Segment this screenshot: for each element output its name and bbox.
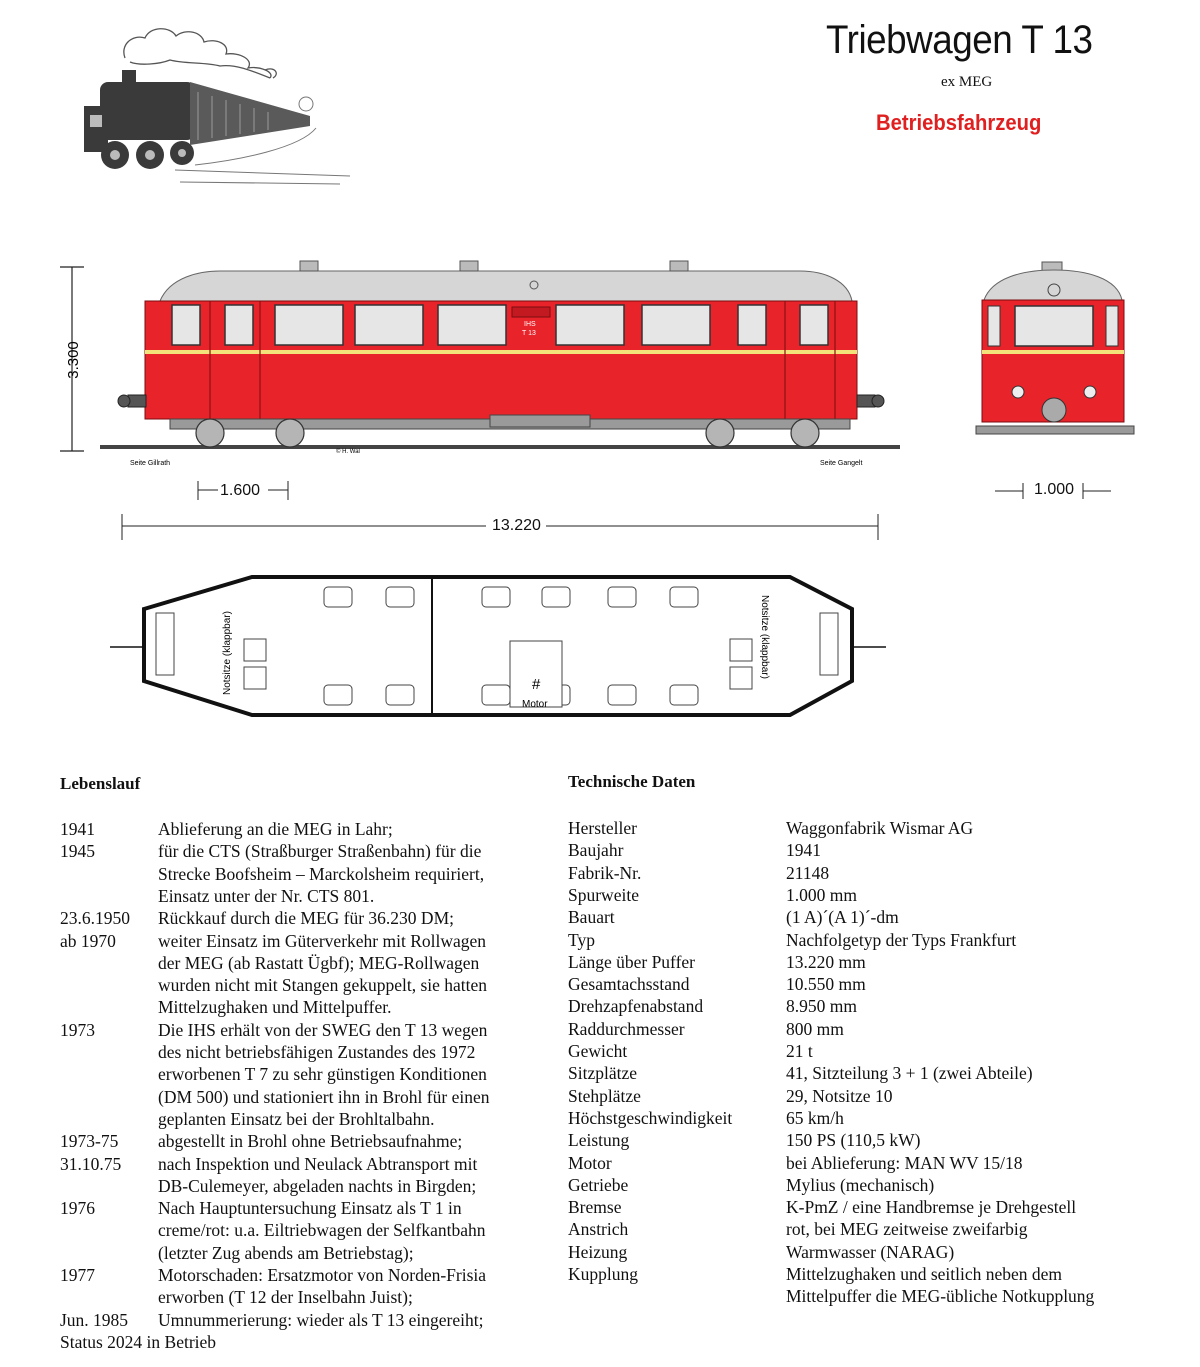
length-dimension-label: 13.220 bbox=[492, 517, 541, 534]
steam-locomotive-logo bbox=[70, 20, 360, 195]
lebenslauf-line: (letzter Zug abends am Betriebstag); bbox=[158, 1242, 414, 1263]
lebenslauf-text bbox=[158, 1130, 462, 1152]
lebenslauf-text bbox=[158, 930, 487, 1019]
tech-label: Höchstgeschwindigkeit bbox=[568, 1107, 733, 1128]
tech-value: 13.220 mm bbox=[786, 951, 866, 972]
tech-value: rot, bei MEG zeitweise zweifarbig bbox=[786, 1219, 1028, 1240]
lebenslauf-text bbox=[158, 818, 393, 840]
page-subtitle: ex MEG bbox=[941, 74, 993, 90]
tech-value: bei Ablieferung: MAN WV 15/18 bbox=[786, 1152, 1023, 1173]
tech-label: Heizung bbox=[568, 1241, 628, 1262]
motor-symbol: # bbox=[532, 676, 541, 693]
tech-value: 65 km/h bbox=[786, 1107, 844, 1128]
tech-label: Fabrik-Nr. bbox=[568, 862, 642, 883]
side-left-label: Seite Gillrath bbox=[130, 460, 171, 467]
lebenslauf-line: creme/rot: u.a. Eiltriebwagen der Selfkantbahn bbox=[158, 1220, 486, 1241]
tech-label: Getriebe bbox=[568, 1174, 629, 1195]
notsitze-left-label: Notsitze (klappbar) bbox=[222, 611, 233, 695]
tech-value: 29, Notsitze 10 bbox=[786, 1085, 893, 1106]
lebenslauf-line: nach Inspektion und Neulack Abtransport mit bbox=[158, 1153, 478, 1174]
lebenslauf-line: Strecke Boofsheim – Marckolsheim requiriert, bbox=[158, 863, 485, 884]
lebenslauf-line: für die CTS (Straßburger Straßenbahn) für die bbox=[158, 841, 482, 862]
tech-label: Bremse bbox=[568, 1197, 622, 1218]
car-label-1: IHS bbox=[524, 321, 536, 328]
lebenslauf-line: weiter Einsatz im Güterverkehr mit Rollwagen bbox=[158, 930, 487, 951]
tech-value: Warmwasser (NARAG) bbox=[786, 1241, 955, 1262]
lebenslauf-line: des nicht betriebsfähigen Zustandes des 1972 bbox=[158, 1041, 476, 1062]
lebenslauf-text bbox=[158, 1309, 483, 1331]
lebenslauf-line: erworben (T 12 der Inselbahn Juist); bbox=[158, 1287, 413, 1308]
lebenslauf-line: erworbenen T 7 zu sehr günstigen Konditionen bbox=[158, 1064, 487, 1085]
lebenslauf-year: 23.6.1950 bbox=[60, 908, 130, 929]
tech-value: 41, Sitzteilung 3 + 1 (zwei Abteile) bbox=[786, 1063, 1033, 1084]
tech-label: Motor bbox=[568, 1152, 612, 1173]
lebenslauf-line: Rückkauf durch die MEG für 36.230 DM; bbox=[158, 908, 454, 929]
car-label-2: T 13 bbox=[522, 330, 536, 337]
lebenslauf-line: Die IHS erhält von der SWEG den T 13 wegen bbox=[158, 1019, 488, 1040]
lebenslauf-line: der MEG (ab Rastatt Ügbf); MEG-Rollwagen bbox=[158, 952, 480, 973]
tech-value: Mittelzughaken und seitlich neben dem bbox=[786, 1264, 1063, 1284]
lebenslauf-line: geplanten Einsatz bei der Brohltalbahn. bbox=[158, 1108, 435, 1129]
tech-value: 21148 bbox=[786, 862, 830, 883]
tech-value: 800 mm bbox=[786, 1018, 844, 1039]
lebenslauf-year: ab 1970 bbox=[60, 930, 116, 951]
tech-label: Kupplung bbox=[568, 1264, 638, 1284]
side-view-drawing bbox=[60, 255, 900, 475]
lebenslauf-final: Status 2024 in Betrieb bbox=[60, 1331, 217, 1352]
lebenslauf-year: 1977 bbox=[60, 1265, 95, 1285]
lebenslauf-line: Umnummerierung: wieder als T 13 eingereiht; bbox=[158, 1309, 484, 1330]
tech-label: Länge über Puffer bbox=[568, 951, 695, 972]
tech-value: (1 A)´(A 1)´-dm bbox=[786, 907, 899, 928]
tech-label: Baujahr bbox=[568, 840, 624, 861]
side-right-label: Seite Gangelt bbox=[820, 460, 863, 467]
lebenslauf-line: Motorschaden: Ersatzmotor von Norden-Frisia bbox=[158, 1265, 487, 1285]
lebenslauf-line: (DM 500) und stationiert ihn in Brohl für einen bbox=[158, 1086, 490, 1107]
lebenslauf-year: 1941 bbox=[60, 819, 95, 839]
tech-value: Nachfolgetyp der Typs Frankfurt bbox=[786, 929, 1017, 950]
end-view-drawing bbox=[972, 260, 1137, 440]
lebenslauf-text bbox=[158, 1264, 486, 1309]
lebenslauf-text bbox=[158, 907, 454, 929]
tech-value: Mittelpuffer die MEG-übliche Notkupplung bbox=[786, 1286, 1095, 1307]
tech-value: 150 PS (110,5 kW) bbox=[786, 1130, 921, 1151]
tech-label: Stehplätze bbox=[568, 1085, 641, 1106]
lebenslauf-heading: Lebenslauf bbox=[60, 774, 141, 793]
tech-label: Typ bbox=[568, 929, 595, 950]
lebenslauf-year: 31.10.75 bbox=[60, 1153, 122, 1174]
floor-plan-drawing bbox=[110, 565, 890, 730]
tech-label: Leistung bbox=[568, 1130, 630, 1151]
tech-label: Spurweite bbox=[568, 884, 639, 905]
lebenslauf-year: 1945 bbox=[60, 841, 95, 862]
notsitze-right-label: Notsitze (klappbar) bbox=[759, 595, 770, 679]
tech-value: 21 t bbox=[786, 1041, 813, 1061]
copyright-label: © H. Wal bbox=[336, 449, 360, 455]
tech-label: Bauart bbox=[568, 907, 615, 928]
lebenslauf-text bbox=[158, 1019, 489, 1130]
technische-daten-heading: Technische Daten bbox=[568, 772, 696, 791]
lebenslauf-year: Jun. 1985 bbox=[60, 1309, 129, 1330]
lebenslauf-line: Nach Hauptuntersuchung Einsatz als T 1 in bbox=[158, 1198, 462, 1219]
tech-value: Mylius (mechanisch) bbox=[786, 1174, 935, 1195]
tech-label: Hersteller bbox=[568, 818, 637, 838]
tech-label: Sitzplätze bbox=[568, 1063, 638, 1084]
lebenslauf-text bbox=[158, 1153, 477, 1198]
lebenslauf-line: Einsatz unter der Nr. CTS 801. bbox=[158, 885, 375, 906]
page-title: Triebwagen T 13 bbox=[826, 18, 1093, 62]
tech-value: 1.000 mm bbox=[786, 884, 857, 905]
tech-label: Gewicht bbox=[568, 1041, 628, 1061]
tech-value: K-PmZ / eine Handbremse je Drehgestell bbox=[786, 1197, 1077, 1218]
tech-label: Anstrich bbox=[568, 1219, 629, 1240]
tech-value: Waggonfabrik Wismar AG bbox=[786, 818, 974, 838]
axle-dimension-label: 1.600 bbox=[220, 482, 261, 499]
lebenslauf-line: wurden nicht mit Stangen gekuppelt, sie hatten bbox=[158, 975, 488, 996]
tech-label: Gesamtachsstand bbox=[568, 974, 690, 995]
lebenslauf-line: Ablieferung an die MEG in Lahr; bbox=[158, 819, 393, 839]
status-label: Betriebsfahrzeug bbox=[876, 110, 1042, 135]
lebenslauf-line: Mittelzughaken und Mittelpuffer. bbox=[158, 997, 392, 1018]
lebenslauf-year: 1973 bbox=[60, 1019, 95, 1040]
height-dimension-label: 3.300 bbox=[65, 341, 82, 379]
tech-value: 10.550 mm bbox=[786, 974, 866, 995]
lebenslauf-year: 1976 bbox=[60, 1198, 95, 1219]
gauge-dimension-label: 1.000 bbox=[1034, 481, 1075, 498]
tech-label: Raddurchmesser bbox=[568, 1018, 685, 1039]
tech-value: 8.950 mm bbox=[786, 996, 857, 1017]
lebenslauf-line: abgestellt in Brohl ohne Betriebsaufnahme; bbox=[158, 1131, 463, 1152]
lebenslauf-text bbox=[158, 840, 484, 907]
tech-label: Drehzapfenabstand bbox=[568, 996, 704, 1017]
lebenslauf-text bbox=[158, 1197, 486, 1264]
motor-label: Motor bbox=[522, 699, 548, 710]
lebenslauf-line: DB-Culemeyer, abgeladen nachts in Birgden; bbox=[158, 1175, 477, 1196]
lebenslauf-year: 1973-75 bbox=[60, 1131, 119, 1152]
tech-value: 1941 bbox=[786, 840, 821, 861]
